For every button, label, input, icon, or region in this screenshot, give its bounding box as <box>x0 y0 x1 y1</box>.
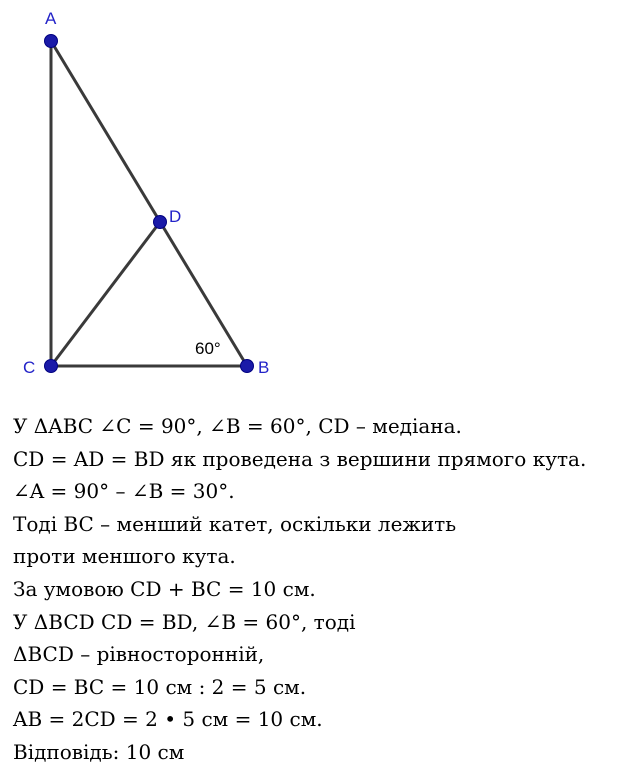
solution-line: Відповідь: 10 см <box>13 739 185 764</box>
solution-line: У ΔABC ∠C = 90°, ∠B = 60°, CD – медіана. <box>13 414 462 438</box>
solution-line: Тоді BC – менший катет, оскільки лежить <box>13 511 457 536</box>
point-a <box>45 35 58 48</box>
solution-line: CD = BC = 10 см : 2 = 5 см. <box>13 674 307 699</box>
label-point-d: D <box>169 207 182 226</box>
solution-line: ΔBCD – рівносторонній, <box>13 642 265 667</box>
point-c <box>45 360 58 373</box>
solution-line: проти меншого кута. <box>13 544 236 569</box>
solution-line: ∠A = 90° – ∠B = 30°. <box>13 479 235 504</box>
point-d <box>154 216 167 229</box>
label-point-a: A <box>45 9 57 28</box>
solution-line: За умовою CD + BC = 10 см. <box>13 576 316 601</box>
solution-line: У ΔBCD CD = BD, ∠B = 60°, тоді <box>13 609 356 634</box>
segment-ab <box>51 41 247 366</box>
solution-line: AB = 2CD = 2 • 5 см = 10 см. <box>13 707 323 732</box>
angle-b-label: 60° <box>195 339 221 358</box>
point-b <box>241 360 254 373</box>
segment-cd <box>51 222 160 366</box>
label-point-c: C <box>23 358 36 377</box>
label-point-b: B <box>258 358 270 377</box>
solution-text <box>13 410 628 769</box>
solution-line: CD = AD = BD як проведена з вершини прямого кута. <box>13 446 587 471</box>
